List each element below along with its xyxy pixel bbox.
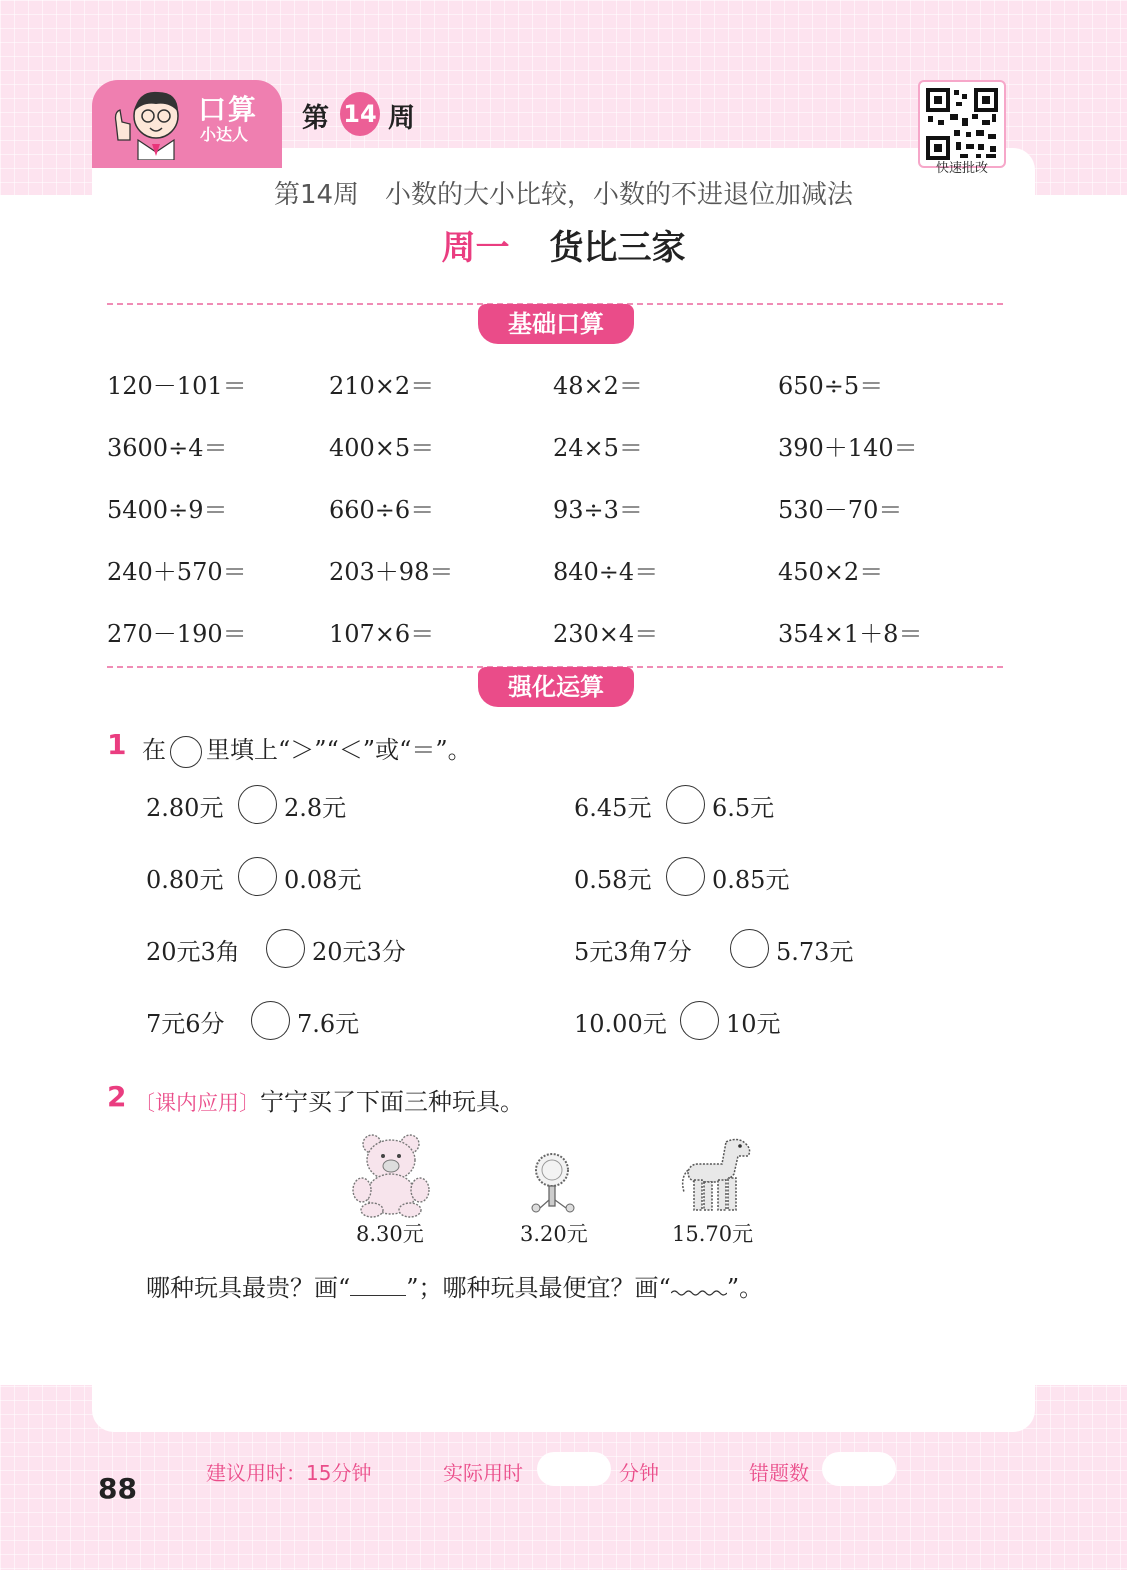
problem-item: 5400÷9＝ <box>107 496 228 524</box>
compare-right: 0.85元 <box>712 866 790 894</box>
prompt-part-1: 哪种玩具最贵？画“ <box>146 1274 351 1302</box>
compare-left: 6.45元 <box>574 794 652 822</box>
page-number: 88 <box>98 1472 137 1505</box>
prompt-part-2: ”；哪种玩具最便宜？画“ <box>406 1274 671 1302</box>
mascot-avatar-icon <box>108 82 188 160</box>
problem-item: 354×1＋8＝ <box>778 620 923 648</box>
compare-right: 0.08元 <box>284 866 362 894</box>
compare-left: 20元3角 <box>146 938 240 966</box>
compare-right: 10元 <box>726 1010 781 1038</box>
problem-item: 3600÷4＝ <box>107 434 228 462</box>
prompt-part-3: ”。 <box>726 1274 764 1302</box>
compare-left: 5元3角7分 <box>574 938 692 966</box>
problem-item: 450×2＝ <box>778 558 884 586</box>
problem-item: 400×5＝ <box>329 434 435 462</box>
question-tag: 〔课内应用〕 <box>134 1091 260 1115</box>
suggested-time: 建议用时：15分钟 <box>206 1461 372 1485</box>
day-label: 周一 <box>441 228 510 268</box>
question-2-prompt <box>146 1268 763 1303</box>
problem-item: 240＋570＝ <box>107 558 247 586</box>
toy-price: 15.70元 <box>672 1222 754 1246</box>
straight-line-mark-icon <box>350 1273 406 1296</box>
q1-text-before: 在 <box>142 736 166 764</box>
problem-item: 650÷5＝ <box>778 372 884 400</box>
toy-price: 8.30元 <box>356 1222 424 1246</box>
errors-count-input[interactable] <box>822 1452 896 1486</box>
week-prefix: 第 <box>302 103 329 134</box>
magnifier-toy-icon <box>528 1150 580 1218</box>
problem-item: 210×2＝ <box>329 372 435 400</box>
qr-code-icon[interactable] <box>918 80 1006 168</box>
compare-answer-circle[interactable] <box>666 857 705 896</box>
compare-answer-circle[interactable] <box>680 1001 719 1040</box>
compare-answer-circle[interactable] <box>730 929 769 968</box>
toy-horse-icon <box>678 1134 758 1218</box>
topic-label: 货比三家 <box>549 228 686 268</box>
qr-label: 快速批改 <box>935 161 988 176</box>
q1-text-after: 里填上“＞”“＜”或“＝”。 <box>206 736 472 764</box>
compare-answer-circle[interactable] <box>251 1001 290 1040</box>
question-2-text <box>134 1082 524 1117</box>
compare-right: 20元3分 <box>312 938 406 966</box>
teddy-bear-icon <box>348 1132 434 1218</box>
compare-right: 7.6元 <box>297 1010 360 1038</box>
problem-item: 270－190＝ <box>107 620 247 648</box>
week-subtitle: 第14周 小数的大小比较，小数的不进退位加减法 <box>273 180 854 210</box>
question-number: 1 <box>107 728 127 761</box>
problem-item: 230×4＝ <box>553 620 659 648</box>
badge-title: 口算 <box>198 93 259 126</box>
compare-right: 6.5元 <box>712 794 775 822</box>
compare-right: 2.8元 <box>284 794 347 822</box>
problem-item: 120－101＝ <box>107 372 247 400</box>
compare-left: 2.80元 <box>146 794 224 822</box>
compare-left: 10.00元 <box>574 1010 667 1038</box>
problem-item: 660÷6＝ <box>329 496 435 524</box>
section-tag-basic: 基础口算 <box>478 304 634 344</box>
circle-placeholder-icon <box>170 736 202 768</box>
compare-answer-circle[interactable] <box>238 785 277 824</box>
errors-label: 错题数 <box>749 1461 809 1485</box>
question-1-text <box>142 730 472 768</box>
badge-subtitle: 小达人 <box>200 125 249 144</box>
problem-item: 840÷4＝ <box>553 558 659 586</box>
week-number: 14 <box>340 92 380 136</box>
toy-price: 3.20元 <box>520 1222 588 1246</box>
problem-item: 107×6＝ <box>329 620 435 648</box>
wavy-line-mark-icon <box>671 1274 727 1296</box>
actual-time-label: 实际用时 <box>443 1461 523 1485</box>
question-number: 2 <box>107 1080 127 1113</box>
compare-answer-circle[interactable] <box>238 857 277 896</box>
problem-item: 48×2＝ <box>553 372 643 400</box>
day-title <box>0 220 1127 269</box>
week-suffix: 周 <box>388 103 415 134</box>
compare-left: 7元6分 <box>146 1010 225 1038</box>
minutes-unit: 分钟 <box>619 1461 659 1485</box>
compare-answer-circle[interactable] <box>666 785 705 824</box>
problem-item: 530－70＝ <box>778 496 903 524</box>
section-tag-advanced: 强化运算 <box>478 667 634 707</box>
compare-answer-circle[interactable] <box>266 929 305 968</box>
problem-item: 203＋98＝ <box>329 558 454 586</box>
problem-item: 390＋140＝ <box>778 434 918 462</box>
compare-left: 0.58元 <box>574 866 652 894</box>
compare-right: 5.73元 <box>776 938 854 966</box>
problem-item: 24×5＝ <box>553 434 643 462</box>
q2-text: 宁宁买了下面三种玩具。 <box>260 1088 524 1116</box>
compare-left: 0.80元 <box>146 866 224 894</box>
actual-time-input[interactable] <box>537 1452 611 1486</box>
problem-item: 93÷3＝ <box>553 496 643 524</box>
